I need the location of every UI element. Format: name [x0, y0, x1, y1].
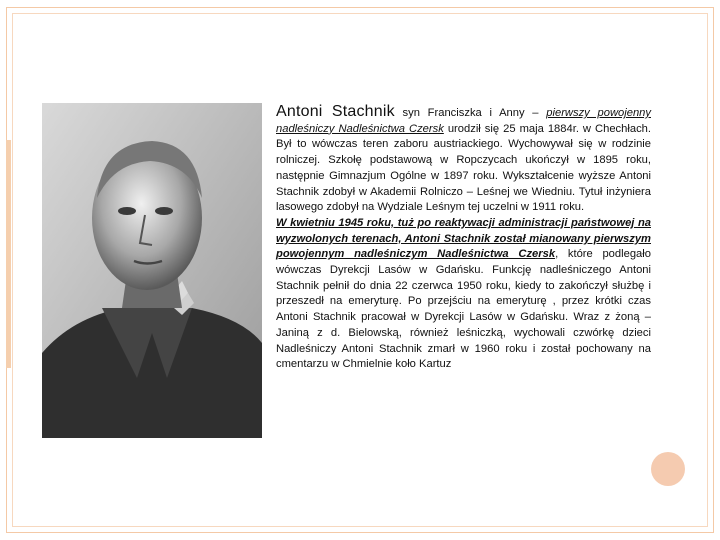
person-name: Antoni Stachnik — [276, 103, 395, 120]
bio-highlight-1: pierwszy powojenny nadleśniczy Nadleśnictwa Czersk — [276, 107, 651, 135]
portrait-photo — [42, 103, 262, 438]
accent-bar — [6, 140, 11, 368]
bio-part-1: syn Franciszka i Anny – — [394, 107, 547, 119]
decorative-circle — [651, 452, 685, 486]
bio-highlight-2: W kwietniu 1945 roku, tuż po reaktywacji administracji państwowej na wyzwolonych terenach, Antoni Stachnik został mianowany pierwszym powojennym nadleśniczym Nadleśnictwa Czersk — [276, 216, 651, 261]
biography-text — [276, 104, 651, 373]
accent-dots — [18, 136, 36, 250]
bio-part-3: , które podlegało wówczas Dyrekcji Lasów w Gdańsku. Funkcję nadleśniczego Antoni Stachnik pełnił do dnia 22 czerwca 1950 roku, kiedy to zakończył służbę i przeszedł na emeryturę. Po przejściu na emeryturę , przez krótki czas Antoni Stachnik pracował w Dyrekcji Lasów w Gdańsku. Wraz z żoną – Janiną z d. Bielowską, również leśniczką, wychowali czwórkę dzieci Nadleśniczy Antoni Stachnik zmarł w 1960 roku i został pochowany na cmentarzu w Chmielnie koło Kartuz — [276, 248, 651, 371]
bio-part-2: urodził się 25 maja 1884r. w Chechłach. Był to wówczas teren zaboru austriackiego. Wychowywał się w rodzinie rolniczej. Szkołę podstawową w Ropczycach ukończył w 1895 roku, następnie Gimnazjum Ogólne w 1897 roku. Wykształcenie wyższe Antoni Stachnik zdobył w Akademii Rolniczo – Leśnej we Wiedniu. Tytuł inżyniera lasowego zdobył na Wydziale Leśnym tej uczelni w 1911 roku. — [276, 122, 651, 214]
